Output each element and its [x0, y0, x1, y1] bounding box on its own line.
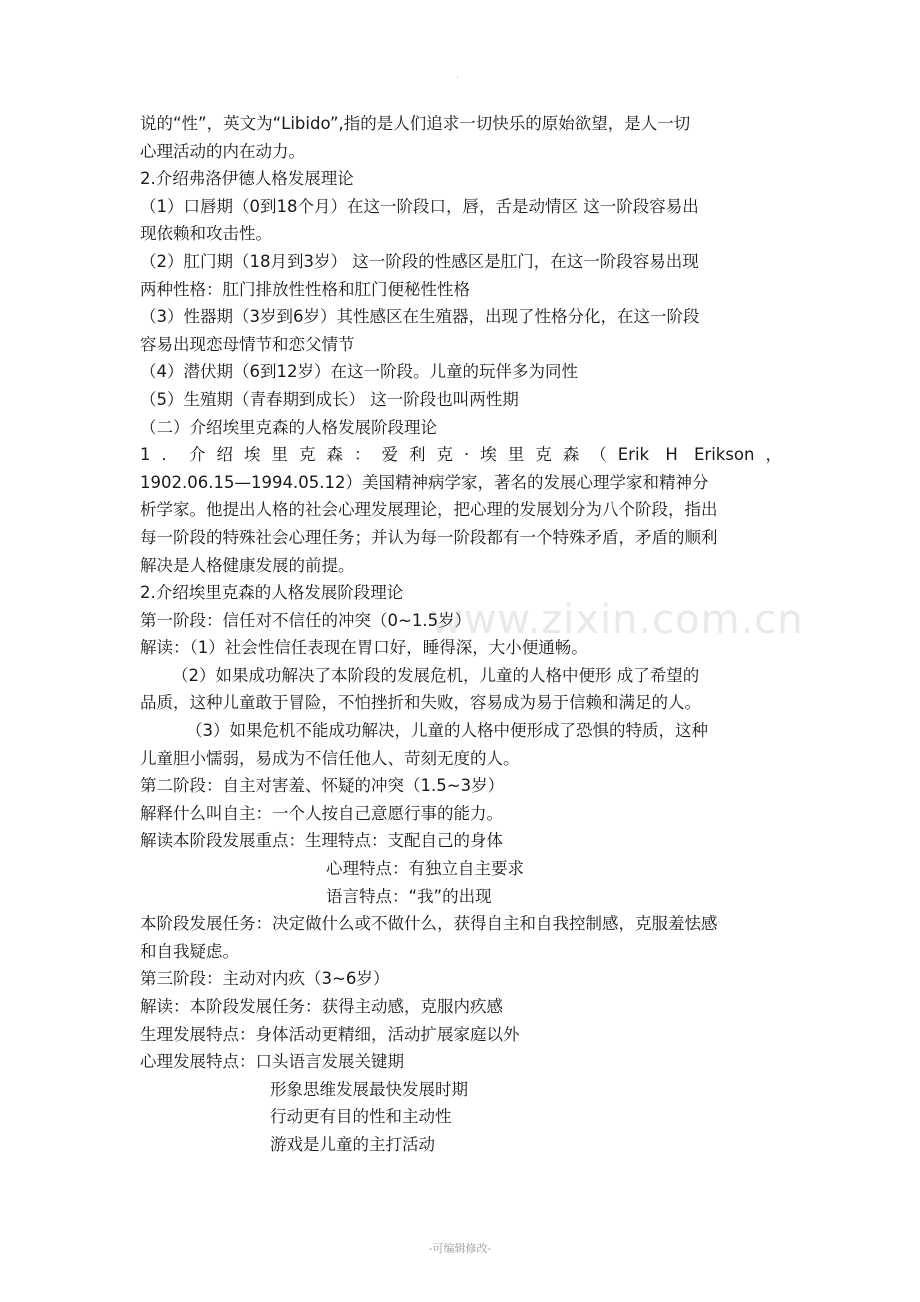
paragraph-line: 行动更有目的性和主动性 — [270, 1107, 452, 1127]
paragraph-line: （4）潜伏期（6到12岁）在这一阶段。儿童的玩伴多为同性 — [140, 362, 578, 382]
paragraph-line: 和自我疑虑。 — [140, 941, 239, 961]
section-heading: （二）介绍埃里克森的人格发展阶段理论 — [140, 417, 437, 437]
paragraph-line: 两种性格：肛门排放性性格和肛门便秘性性格 — [140, 279, 470, 299]
paragraph-line: 每一阶段的特殊社会心理任务；并认为每一阶段都有一个特殊矛盾，矛盾的顺利 — [140, 527, 718, 547]
paragraph-line: 现依赖和攻击性。 — [140, 224, 272, 244]
paragraph-line: 品质，这种儿童敢于冒险，不怕挫折和失败，容易成为易于信赖和满足的人。 — [140, 693, 701, 713]
paragraph-line: 心理活动的内在动力。 — [140, 141, 305, 161]
section-heading: 2.介绍埃里克森的人格发展阶段理论 — [140, 583, 404, 603]
paragraph-line: （2）肛门期（18月到3岁） 这一阶段的性感区是肛门，在这一阶段容易出现 — [140, 251, 699, 271]
paragraph-line: （1）口唇期（0到18个月）在这一阶段口，唇，舌是动情区 这一阶段容易出 — [140, 196, 699, 216]
paragraph-line: 说的“性”，英文为“Libido”,指的是人们追求一切快乐的原始欲望，是人一切 — [140, 114, 691, 133]
watermark: www.zixin.com.cn — [430, 597, 804, 643]
paragraph-line: （2）如果成功解决了本阶段的发展危机，儿童的人格中便形 成了希望的 — [172, 665, 700, 685]
document-body — [140, 110, 782, 1159]
header-mark: . — [456, 70, 460, 81]
stage-heading: 第二阶段：自主对害羞、怀疑的冲突（1.5~3岁） — [140, 776, 505, 796]
paragraph-line: 本阶段发展任务：决定做什么或不做什么，获得自主和自我控制感，克服羞怯感 — [140, 914, 718, 934]
paragraph-line: 解释什么叫自主：一个人按自己意愿行事的能力。 — [140, 803, 503, 823]
paragraph-line: 1902.06.15—1994.05.12）美国精神病学家，著名的发展心理学家和精神分 — [140, 472, 709, 492]
paragraph-line: 生理发展特点：身体活动更精细，活动扩展家庭以外 — [140, 1024, 520, 1044]
paragraph-line: 析学家。他提出人格的社会心理发展理论，把心理的发展划分为八个阶段，指出 — [140, 500, 718, 520]
paragraph-line: 心理特点：有独立自主要求 — [326, 859, 524, 879]
paragraph-line: 解读：本阶段发展任务：获得主动感，克服内疚感 — [140, 997, 503, 1016]
paragraph-line: 形象思维发展最快发展时期 — [270, 1079, 468, 1099]
paragraph-line: 心理发展特点：口头语言发展关键期 — [140, 1052, 404, 1072]
paragraph-line: 解读本阶段发展重点：生理特点：支配自己的身体 — [140, 831, 503, 851]
paragraph-line: 解读：（1）社会性信任表现在胃口好，睡得深，大小便通畅。 — [140, 638, 588, 658]
paragraph-line: 解决是人格健康发展的前提。 — [140, 555, 355, 575]
stage-heading: 第三阶段：主动对内疚（3~6岁） — [140, 969, 390, 989]
paragraph-line: （3）如果危机不能成功解决，儿童的人格中便形成了恐惧的特质，这种 — [186, 721, 708, 741]
paragraph-line: 语言特点：“我”的出现 — [326, 886, 492, 906]
page-footer: -可编辑修改- — [428, 1242, 492, 1255]
paragraph-line: （5）生殖期（青春期到成长） 这一阶段也叫两性期 — [140, 389, 519, 409]
paragraph-line: 儿童胆小懦弱，易成为不信任他人、苛刻无度的人。 — [140, 748, 520, 768]
paragraph-line: 游戏是儿童的主打活动 — [270, 1134, 435, 1154]
stage-heading: 第一阶段：信任对不信任的冲突（0~1.5岁） — [140, 610, 472, 630]
paragraph-line: （3）性器期（3岁到6岁）其性感区在生殖器，出现了性格分化，在这一阶段 — [140, 307, 700, 327]
section-heading: 2.介绍弗洛伊德人格发展理论 — [140, 169, 354, 189]
paragraph-line: 1．介绍埃里克森：爱利克·埃里克森（Erik H Erikson， — [140, 445, 782, 465]
paragraph-line: 容易出现恋母情节和恋父情节 — [140, 334, 355, 354]
